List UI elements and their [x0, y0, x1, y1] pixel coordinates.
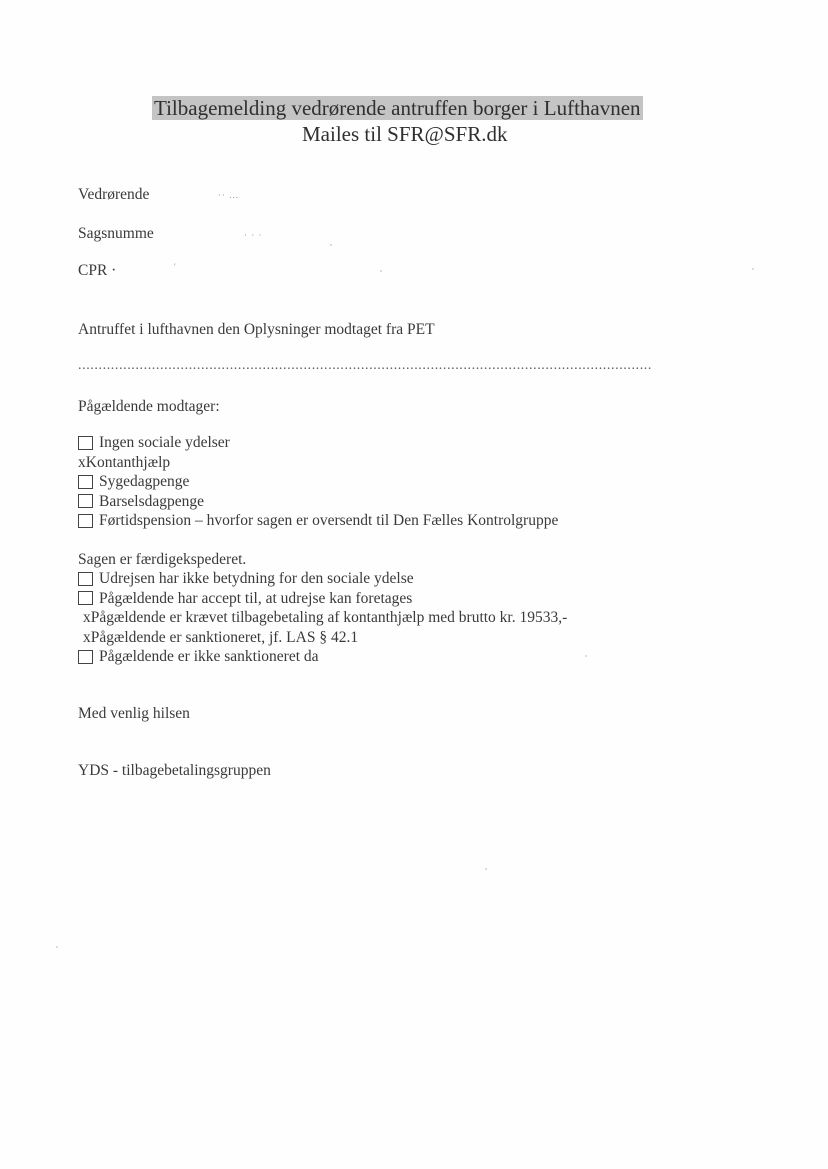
- sagsnummer-redacted-marks: · · ·: [244, 230, 263, 240]
- benefit-item: [78, 433, 558, 453]
- outcome-label: Pågældende har accept til, at udrejse kan foretages: [99, 589, 413, 607]
- benefit-label: Ingen sociale ydelser: [99, 434, 230, 451]
- sagsnummer-label: Sagsnumme: [78, 225, 154, 242]
- outcome-item: [78, 628, 567, 648]
- outcome-item: [78, 647, 567, 667]
- scan-speck: [330, 244, 332, 246]
- scan-speck: [585, 655, 587, 657]
- checkbox-icon[interactable]: [78, 436, 93, 450]
- benefit-item: [78, 492, 558, 512]
- checkbox-icon[interactable]: [78, 475, 93, 489]
- benefit-item: [78, 511, 558, 531]
- encounter-line: Antruffet i lufthavnen den Oplysninger modtaget fra PET: [78, 321, 435, 338]
- closing-signature: YDS - tilbagebetalingsgruppen: [78, 762, 271, 779]
- document-subtitle: Mailes til SFR@SFR.dk: [302, 122, 508, 146]
- outcome-label: xPågældende er krævet tilbagebetaling af kontanthjælp med brutto kr. 19533,-: [83, 609, 568, 626]
- document-title: Tilbagemelding vedrørende antruffen borger i Lufthavnen: [154, 96, 641, 120]
- outcome-list: [78, 569, 567, 667]
- outcome-label: Udrejsen har ikke betydning for den sociale ydelse: [99, 570, 414, 587]
- checkbox-icon[interactable]: [78, 494, 93, 508]
- benefit-label: Barselsdagpenge: [99, 492, 205, 510]
- vedrorende-redacted-marks: ·· ...: [218, 190, 239, 200]
- checkbox-icon[interactable]: [78, 591, 93, 605]
- dotted-fill-line: ............................................................................................................................................: [78, 358, 652, 373]
- scan-speck: [485, 868, 487, 870]
- benefit-label: xKontanthjælp: [78, 453, 171, 471]
- scan-speck: [380, 270, 382, 272]
- cpr-label: CPR ·: [78, 262, 117, 279]
- benefits-list: [78, 433, 558, 531]
- checkbox-icon[interactable]: [78, 572, 93, 586]
- benefit-item: [78, 472, 558, 492]
- benefits-heading: Pågældende modtager:: [78, 398, 220, 415]
- outcome-item: [78, 608, 567, 628]
- outcome-item: [78, 569, 567, 589]
- outcome-item: [78, 589, 567, 609]
- benefit-label: Sygedagpenge: [99, 473, 190, 490]
- cpr-redacted-marks: ': [174, 262, 177, 272]
- benefit-item: [78, 453, 558, 473]
- vedrorende-label: Vedrørende: [78, 186, 150, 203]
- outcome-label: xPågældende er sanktioneret, jf. LAS § 42.1: [83, 628, 359, 646]
- outcome-heading: Sagen er færdigekspederet.: [78, 551, 247, 568]
- closing-greeting: Med venlig hilsen: [78, 705, 190, 722]
- outcome-label: Pågældende er ikke sanktioneret da: [99, 648, 319, 665]
- benefit-label: Førtidspension – hvorfor sagen er oversendt til Den Fælles Kontrolgruppe: [99, 512, 559, 529]
- scan-speck: [752, 268, 754, 270]
- checkbox-icon[interactable]: [78, 650, 93, 664]
- scan-speck: [56, 946, 58, 948]
- checkbox-icon[interactable]: [78, 514, 93, 528]
